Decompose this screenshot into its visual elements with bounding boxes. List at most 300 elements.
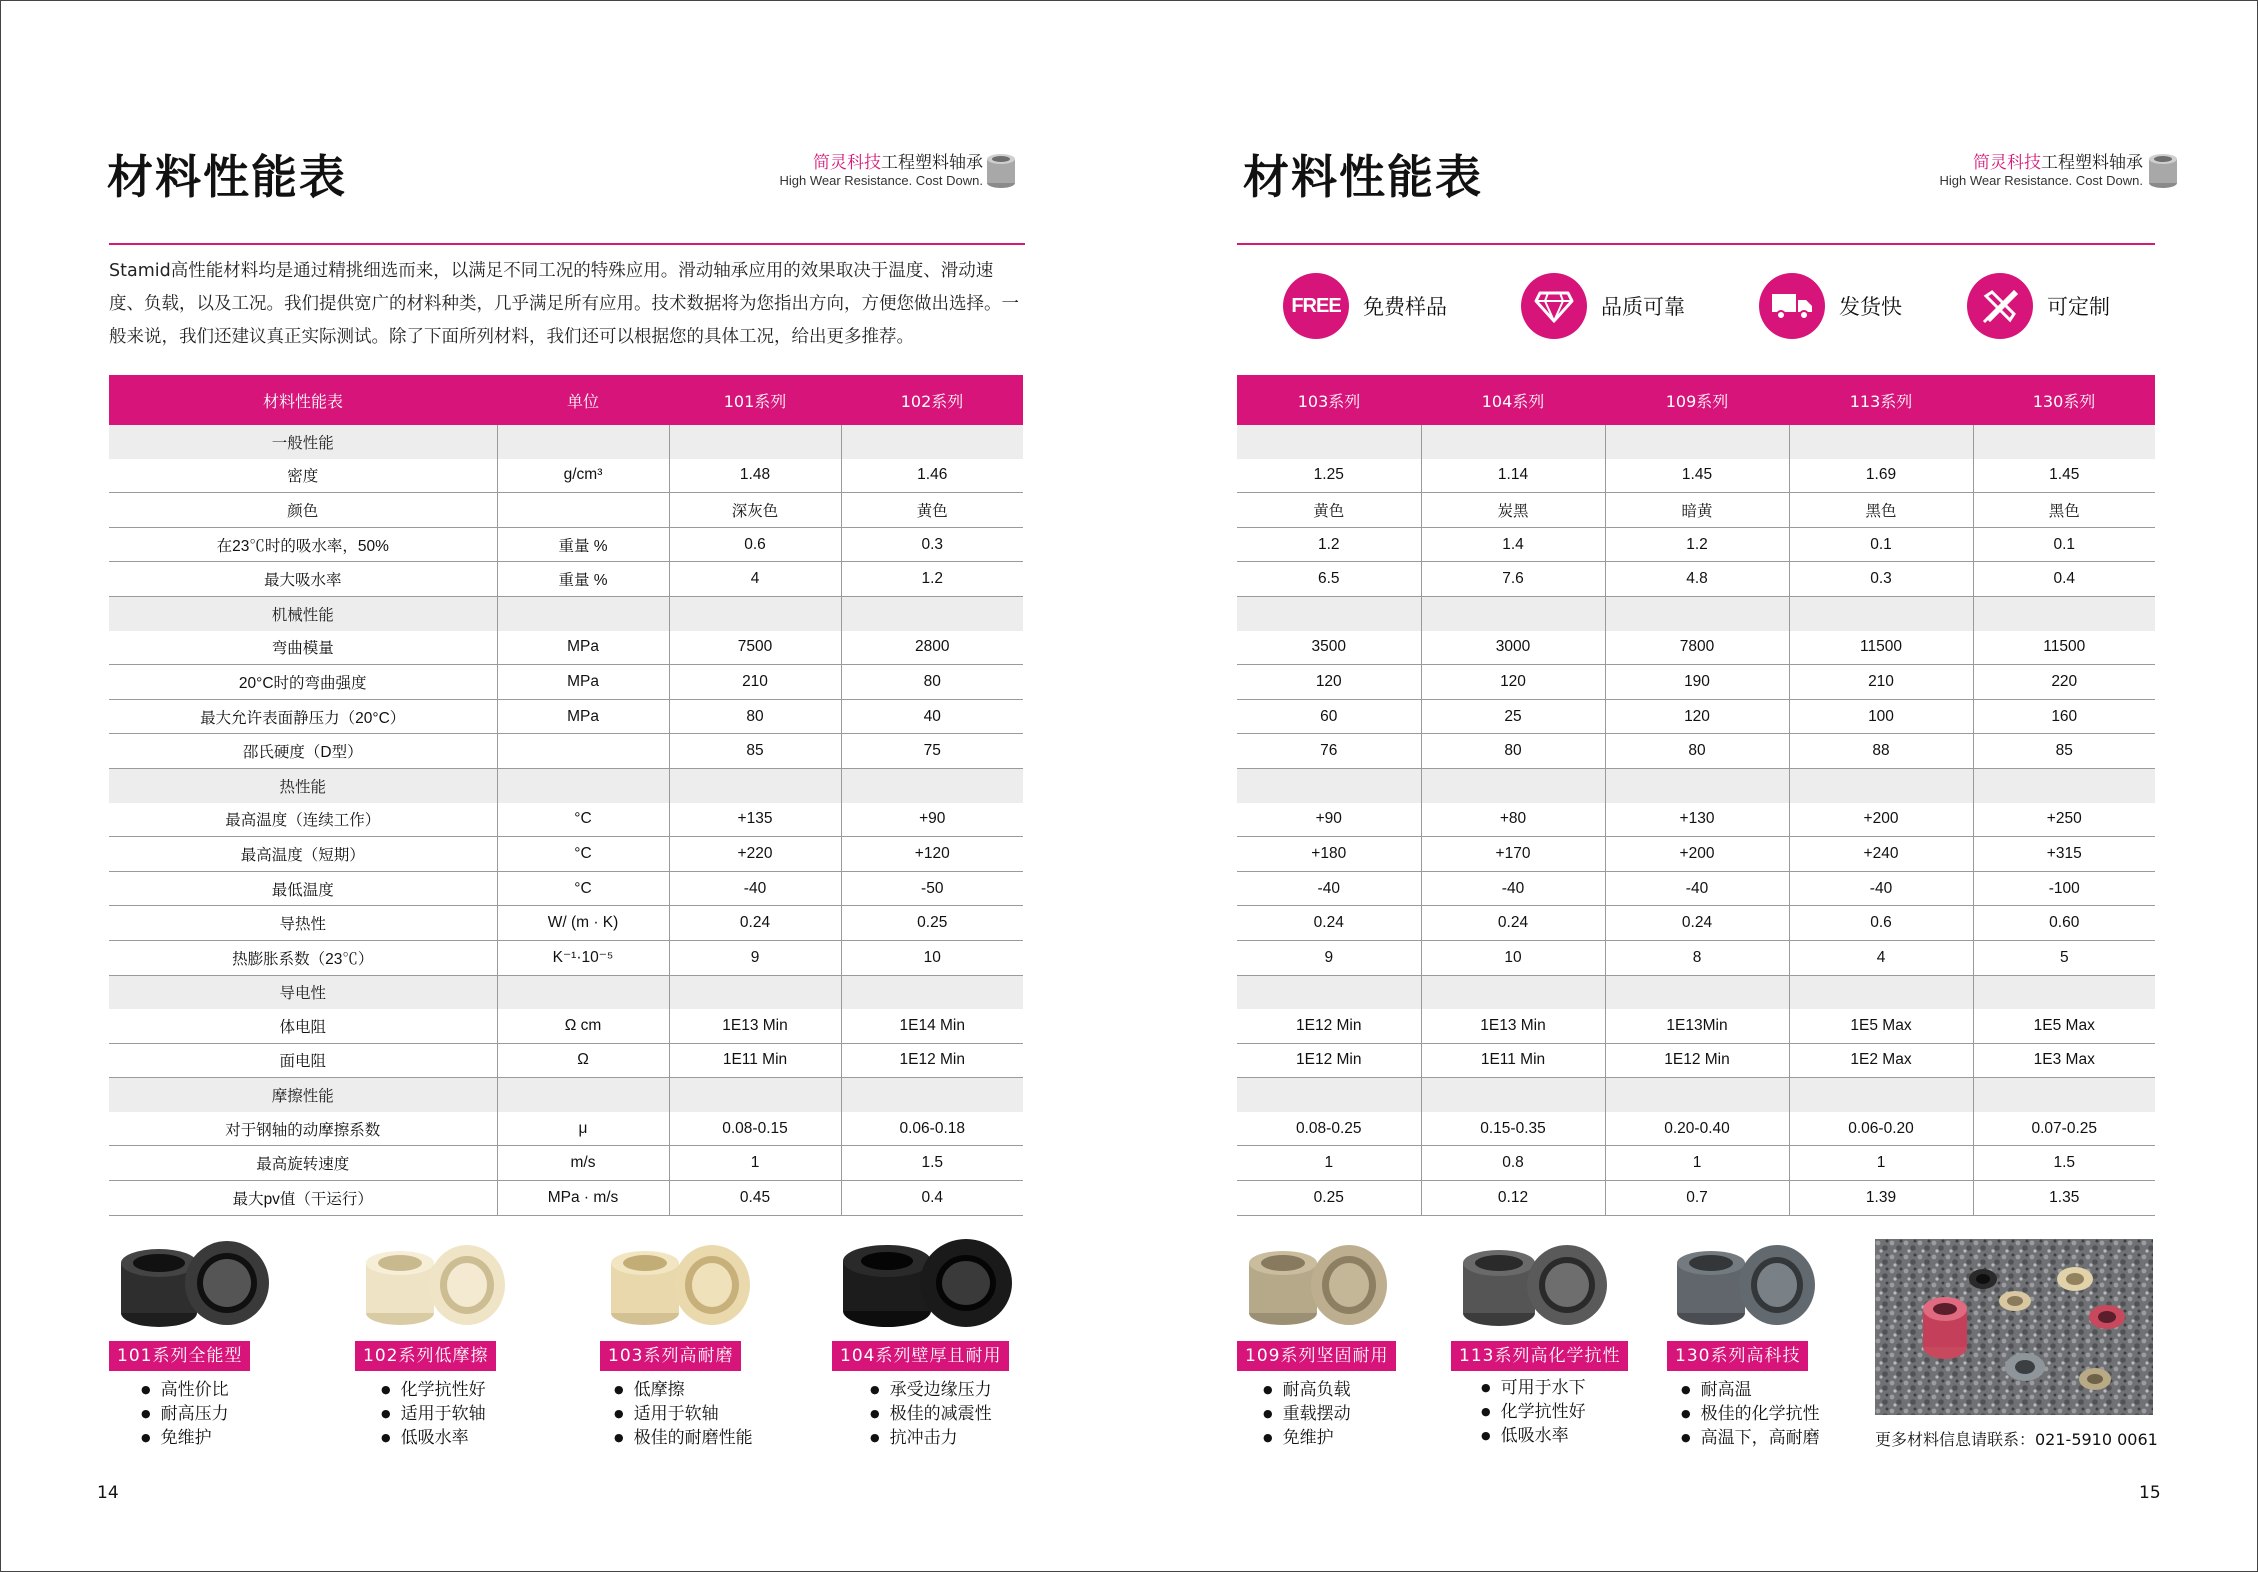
- table-cell: -40: [669, 871, 841, 906]
- product-tag: 101系列全能型: [109, 1341, 250, 1371]
- table-cell: [1237, 1078, 1421, 1112]
- table-cell: 25: [1421, 699, 1605, 734]
- product-features: [870, 1379, 992, 1451]
- page-title: 材料性能表: [107, 150, 347, 204]
- table-cell: 0.3: [1789, 562, 1973, 597]
- table-cell: 1.2: [1605, 527, 1789, 562]
- table-cell: 0.24: [1421, 906, 1605, 941]
- table-cell: 邵氏硬度（D型）: [109, 734, 497, 769]
- feature-item: ● 极佳的耐磨性能: [614, 1427, 753, 1451]
- table-cell: 1E2 Max: [1789, 1043, 1973, 1078]
- table-cell: 最低温度: [109, 871, 497, 906]
- bearings-on-gravel-photo: [1875, 1239, 2153, 1415]
- table-row: [109, 1009, 1023, 1043]
- table-cell: 7.6: [1421, 562, 1605, 597]
- table-row: [109, 562, 1023, 597]
- table-cell: -100: [1973, 871, 2155, 906]
- table-header-cell: 109系列: [1605, 375, 1789, 425]
- table-cell: [841, 1078, 1023, 1112]
- product-tag: 109系列坚固耐用: [1237, 1341, 1396, 1371]
- table-row: [1237, 459, 2155, 493]
- table-cell: 机械性能: [109, 596, 497, 630]
- table-header-cell: 材料性能表: [109, 375, 497, 425]
- table-cell: 0.6: [1789, 906, 1973, 941]
- table-cell: [669, 596, 841, 630]
- tools-icon: [1967, 273, 2033, 339]
- table-cell: MPa: [497, 699, 669, 734]
- table-cell: [1973, 975, 2155, 1009]
- table-row: [1237, 1043, 2155, 1078]
- table-cell: 暗黄: [1605, 493, 1789, 528]
- table-cell: 重量 %: [497, 527, 669, 562]
- table-cell: Ω cm: [497, 1009, 669, 1043]
- feature-item: ● 免维护: [1263, 1427, 1351, 1451]
- table-cell: 0.20-0.40: [1605, 1112, 1789, 1146]
- table-cell: MPa: [497, 631, 669, 665]
- table-cell: 最大pv值（干运行）: [109, 1181, 497, 1216]
- table-cell: 1E13Min: [1605, 1009, 1789, 1043]
- brand-name: 简灵科技: [813, 153, 881, 173]
- table-cell: [1973, 768, 2155, 802]
- free-icon: FREE: [1283, 273, 1349, 339]
- table-cell: 0.08-0.25: [1237, 1112, 1421, 1146]
- table-row: [1237, 906, 2155, 941]
- feature-label: 免费样品: [1363, 295, 1447, 319]
- table-cell: +220: [669, 837, 841, 872]
- product-features: [381, 1379, 486, 1451]
- table-row: [109, 1146, 1023, 1181]
- feature-item: ● 高性价比: [141, 1379, 229, 1403]
- table-cell: 0.6: [669, 527, 841, 562]
- table-cell: 1: [669, 1146, 841, 1181]
- table-row: [109, 631, 1023, 665]
- table-cell: -40: [1421, 871, 1605, 906]
- table-cell: °C: [497, 803, 669, 837]
- table-cell: +200: [1605, 837, 1789, 872]
- table-row: [109, 665, 1023, 700]
- table-cell: 面电阻: [109, 1043, 497, 1078]
- table-cell: 1.45: [1973, 459, 2155, 493]
- page-number: 14: [97, 1483, 119, 1503]
- table-cell: 1E11 Min: [669, 1043, 841, 1078]
- brand-slogan: High Wear Resistance. Cost Down.: [1939, 173, 2143, 189]
- feature-item: ● 承受边缘压力: [870, 1379, 992, 1403]
- table-cell: +90: [841, 803, 1023, 837]
- product-tag: 102系列低摩擦: [355, 1341, 496, 1371]
- table-cell: °C: [497, 837, 669, 872]
- table-cell: +170: [1421, 837, 1605, 872]
- table-cell: +180: [1237, 837, 1421, 872]
- table-cell: 最高旋转速度: [109, 1146, 497, 1181]
- table-cell: 3500: [1237, 631, 1421, 665]
- table-cell: 160: [1973, 699, 2155, 734]
- feature-item: ● 抗冲击力: [870, 1427, 992, 1451]
- table-cell: [497, 596, 669, 630]
- table-cell: 0.7: [1605, 1181, 1789, 1216]
- feature-item: ● 化学抗性好: [381, 1379, 486, 1403]
- table-cell: 热膨胀系数（23℃）: [109, 940, 497, 975]
- table-cell: [1973, 596, 2155, 630]
- table-row: [1237, 493, 2155, 528]
- bearing-photo-103: [600, 1233, 770, 1333]
- table-cell: 摩擦性能: [109, 1078, 497, 1112]
- table-cell: 0.4: [841, 1181, 1023, 1216]
- table-row: [109, 1078, 1023, 1112]
- table-cell: 40: [841, 699, 1023, 734]
- product-features: [614, 1379, 753, 1451]
- table-cell: 80: [1605, 734, 1789, 769]
- table-row: [1237, 699, 2155, 734]
- table-header-cell: 单位: [497, 375, 669, 425]
- table-cell: 导电性: [109, 975, 497, 1009]
- bearing-photo-113: [1451, 1233, 1621, 1333]
- table-cell: 7800: [1605, 631, 1789, 665]
- brand-block: [779, 153, 983, 189]
- table-cell: [669, 425, 841, 459]
- table-cell: 0.4: [1973, 562, 2155, 597]
- table-cell: 重量 %: [497, 562, 669, 597]
- table-header-cell: 102系列: [841, 375, 1023, 425]
- feature-item: ● 可用于水下: [1481, 1377, 1586, 1401]
- table-header-cell: 103系列: [1237, 375, 1421, 425]
- bearing-photo-101: [109, 1233, 279, 1333]
- table-cell: 120: [1421, 665, 1605, 700]
- brand-product: 工程塑料轴承: [2041, 153, 2143, 173]
- table-cell: +250: [1973, 803, 2155, 837]
- table-cell: [1605, 768, 1789, 802]
- table-cell: [1237, 425, 1421, 459]
- table-row: [1237, 596, 2155, 630]
- feature-item: ● 重载摆动: [1263, 1403, 1351, 1427]
- feature-item: ● 极佳的减震性: [870, 1403, 992, 1427]
- table-cell: 6.5: [1237, 562, 1421, 597]
- table-cell: 导热性: [109, 906, 497, 941]
- table-row: [109, 871, 1023, 906]
- table-row: [1237, 871, 2155, 906]
- bearing-icon: [2147, 153, 2179, 189]
- brand-slogan: High Wear Resistance. Cost Down.: [779, 173, 983, 189]
- table-cell: 1.14: [1421, 459, 1605, 493]
- feature-item: ● 免维护: [141, 1427, 229, 1451]
- table-cell: 深灰色: [669, 493, 841, 528]
- table-cell: [497, 734, 669, 769]
- page-title: 材料性能表: [1243, 150, 1483, 204]
- table-cell: [1789, 425, 1973, 459]
- table-cell: [497, 768, 669, 802]
- table-cell: 3000: [1421, 631, 1605, 665]
- product-features: [1263, 1379, 1351, 1451]
- feature-item: ● 低吸水率: [381, 1427, 486, 1451]
- feature-item: ● 低摩擦: [614, 1379, 753, 1403]
- table-cell: 1.4: [1421, 527, 1605, 562]
- table-cell: 8: [1605, 940, 1789, 975]
- table-row: [109, 459, 1023, 493]
- table-cell: 2800: [841, 631, 1023, 665]
- table-cell: +200: [1789, 803, 1973, 837]
- table-cell: -40: [1605, 871, 1789, 906]
- bearing-photo-102: [355, 1233, 525, 1333]
- table-cell: 9: [669, 940, 841, 975]
- feature-label: 可定制: [2047, 295, 2110, 319]
- table-cell: [497, 975, 669, 1009]
- feature-label: 品质可靠: [1601, 295, 1685, 319]
- table-cell: [1789, 768, 1973, 802]
- bearing-photo-109: [1237, 1233, 1407, 1333]
- table-cell: [841, 425, 1023, 459]
- table-cell: 88: [1789, 734, 1973, 769]
- feature-item: ● 耐高压力: [141, 1403, 229, 1427]
- table-row: [1237, 803, 2155, 837]
- table-cell: 最大允许表面静压力（20°C）: [109, 699, 497, 734]
- table-cell: 1E12 Min: [1237, 1043, 1421, 1078]
- table-cell: 0.25: [1237, 1181, 1421, 1216]
- table-row: [109, 699, 1023, 734]
- table-cell: K⁻¹·10⁻⁵: [497, 940, 669, 975]
- table-cell: 1E12 Min: [1237, 1009, 1421, 1043]
- product-tag: 113系列高化学抗性: [1451, 1341, 1628, 1371]
- table-cell: 80: [841, 665, 1023, 700]
- table-header-cell: 101系列: [669, 375, 841, 425]
- material-table-left: [109, 375, 1023, 1216]
- table-cell: m/s: [497, 1146, 669, 1181]
- table-cell: 1.25: [1237, 459, 1421, 493]
- title-rule: [1237, 243, 2155, 245]
- table-cell: W/ (m · K): [497, 906, 669, 941]
- intro-paragraph: Stamid高性能材料均是通过精挑细选而来，以满足不同工况的特殊应用。滑动轴承应用的效果取决于温度、滑动速度、负载，以及工况。我们提供宽广的材料种类，几乎满足所有应用。技术数据将为您指出方向，方便您做出选择。一般来说，我们还建议真正实际测试。除了下面所列材料，我们还可以根据您的具体工况，给出更多推荐。: [109, 261, 1019, 347]
- table-cell: μ: [497, 1112, 669, 1146]
- table-cell: 0.06-0.18: [841, 1112, 1023, 1146]
- table-cell: [1421, 596, 1605, 630]
- table-cell: 0.15-0.35: [1421, 1112, 1605, 1146]
- table-cell: 1: [1237, 1146, 1421, 1181]
- table-cell: 对于钢轴的动摩擦系数: [109, 1112, 497, 1146]
- table-cell: 1E5 Max: [1789, 1009, 1973, 1043]
- table-cell: 1.69: [1789, 459, 1973, 493]
- table-cell: 黄色: [1237, 493, 1421, 528]
- table-cell: 黑色: [1973, 493, 2155, 528]
- bearing-photo-104: [832, 1233, 1022, 1333]
- table-cell: 11500: [1973, 631, 2155, 665]
- table-cell: 11500: [1789, 631, 1973, 665]
- table-cell: [1421, 1078, 1605, 1112]
- table-row: [1237, 734, 2155, 769]
- table-cell: 210: [1789, 665, 1973, 700]
- feature-item: ● 高温下，高耐磨: [1681, 1427, 1820, 1451]
- table-cell: [497, 493, 669, 528]
- table-cell: 最高温度（短期）: [109, 837, 497, 872]
- product-features: [1681, 1379, 1820, 1451]
- table-cell: 1E11 Min: [1421, 1043, 1605, 1078]
- material-table-right: [1237, 375, 2155, 1216]
- table-header-cell: 104系列: [1421, 375, 1605, 425]
- table-cell: 0.24: [1605, 906, 1789, 941]
- feature-icons: [1129, 273, 2257, 341]
- table-cell: [1237, 596, 1421, 630]
- table-row: [109, 837, 1023, 872]
- table-cell: [1605, 1078, 1789, 1112]
- bearing-icon: [985, 153, 1017, 189]
- table-cell: 210: [669, 665, 841, 700]
- table-cell: [1605, 425, 1789, 459]
- table-cell: +80: [1421, 803, 1605, 837]
- table-cell: -50: [841, 871, 1023, 906]
- table-cell: +90: [1237, 803, 1421, 837]
- table-cell: [1421, 975, 1605, 1009]
- table-cell: 120: [1605, 699, 1789, 734]
- more-info-contact: 更多材料信息请联系：021-5910 0061: [1875, 1430, 2158, 1449]
- product-features: [1481, 1377, 1586, 1449]
- table-cell: [1237, 975, 1421, 1009]
- table-cell: [669, 975, 841, 1009]
- feature-item: ● 低吸水率: [1481, 1425, 1586, 1449]
- table-cell: 5: [1973, 940, 2155, 975]
- table-row: [1237, 1181, 2155, 1216]
- table-cell: [1973, 425, 2155, 459]
- table-cell: 0.24: [1237, 906, 1421, 941]
- product-tag: 104系列壁厚且耐用: [832, 1341, 1009, 1371]
- table-cell: 1E3 Max: [1973, 1043, 2155, 1078]
- truck-icon: [1759, 273, 1825, 339]
- diamond-icon: [1521, 273, 1587, 339]
- table-cell: 1E12 Min: [841, 1043, 1023, 1078]
- table-row: [1237, 975, 2155, 1009]
- table-cell: g/cm³: [497, 459, 669, 493]
- table-cell: [669, 768, 841, 802]
- table-cell: 1.35: [1973, 1181, 2155, 1216]
- table-cell: +240: [1789, 837, 1973, 872]
- table-cell: 0.12: [1421, 1181, 1605, 1216]
- product-features: [141, 1379, 229, 1451]
- table-cell: MPa · m/s: [497, 1181, 669, 1216]
- brand-name: 简灵科技: [1973, 153, 2041, 173]
- table-cell: -40: [1237, 871, 1421, 906]
- table-row: [109, 596, 1023, 630]
- table-cell: 190: [1605, 665, 1789, 700]
- table-cell: 7500: [669, 631, 841, 665]
- brand-block: [1939, 153, 2143, 189]
- table-cell: 4: [669, 562, 841, 597]
- left-page: [1, 1, 1129, 1571]
- table-cell: Ω: [497, 1043, 669, 1078]
- table-cell: 1E13 Min: [1421, 1009, 1605, 1043]
- table-cell: 80: [1421, 734, 1605, 769]
- table-row: [1237, 1078, 2155, 1112]
- table-cell: 黄色: [841, 493, 1023, 528]
- table-cell: [497, 1078, 669, 1112]
- table-row: [109, 493, 1023, 528]
- table-cell: 0.24: [669, 906, 841, 941]
- table-cell: [1973, 1078, 2155, 1112]
- table-header-cell: 113系列: [1789, 375, 1973, 425]
- feature-item: ● 适用于软轴: [381, 1403, 486, 1427]
- table-cell: 80: [669, 699, 841, 734]
- table-cell: 1.46: [841, 459, 1023, 493]
- table-cell: [1605, 975, 1789, 1009]
- table-cell: [1421, 768, 1605, 802]
- table-row: [109, 906, 1023, 941]
- brand-product: 工程塑料轴承: [881, 153, 983, 173]
- table-row: [109, 734, 1023, 769]
- table-cell: 在23℃时的吸水率，50%: [109, 527, 497, 562]
- table-cell: 炭黑: [1421, 493, 1605, 528]
- table-cell: 1.2: [1237, 527, 1421, 562]
- table-cell: 4: [1789, 940, 1973, 975]
- table-cell: 1.5: [1973, 1146, 2155, 1181]
- table-cell: 1E5 Max: [1973, 1009, 2155, 1043]
- table-cell: 1E12 Min: [1605, 1043, 1789, 1078]
- table-cell: 1: [1605, 1146, 1789, 1181]
- table-cell: [841, 596, 1023, 630]
- table-cell: [1789, 1078, 1973, 1112]
- table-cell: 0.60: [1973, 906, 2155, 941]
- table-cell: 85: [1973, 734, 2155, 769]
- table-row: [109, 527, 1023, 562]
- table-row: [1237, 562, 2155, 597]
- table-row: [1237, 768, 2155, 802]
- table-cell: 0.1: [1973, 527, 2155, 562]
- table-cell: +120: [841, 837, 1023, 872]
- table-row: [1237, 837, 2155, 872]
- table-cell: 密度: [109, 459, 497, 493]
- table-cell: 1.45: [1605, 459, 1789, 493]
- table-row: [109, 940, 1023, 975]
- table-cell: 1.5: [841, 1146, 1023, 1181]
- table-cell: +135: [669, 803, 841, 837]
- table-cell: 85: [669, 734, 841, 769]
- table-row: [109, 975, 1023, 1009]
- table-cell: +315: [1973, 837, 2155, 872]
- table-cell: 0.3: [841, 527, 1023, 562]
- table-cell: 120: [1237, 665, 1421, 700]
- table-cell: [1237, 768, 1421, 802]
- table-cell: [1421, 425, 1605, 459]
- table-row: [1237, 1146, 2155, 1181]
- table-row: [1237, 665, 2155, 700]
- table-cell: 0.8: [1421, 1146, 1605, 1181]
- feature-item: ● 极佳的化学抗性: [1681, 1403, 1820, 1427]
- feature-item: ● 适用于软轴: [614, 1403, 753, 1427]
- table-row: [109, 425, 1023, 459]
- table-row: [1237, 631, 2155, 665]
- table-cell: 100: [1789, 699, 1973, 734]
- title-rule: [109, 243, 1025, 245]
- table-cell: 1E14 Min: [841, 1009, 1023, 1043]
- table-cell: 10: [841, 940, 1023, 975]
- table-row: [109, 803, 1023, 837]
- table-cell: °C: [497, 871, 669, 906]
- table-cell: [669, 1078, 841, 1112]
- feature-item: ● 耐高温: [1681, 1379, 1820, 1403]
- table-cell: 黑色: [1789, 493, 1973, 528]
- feature-item: ● 化学抗性好: [1481, 1401, 1586, 1425]
- table-cell: 体电阻: [109, 1009, 497, 1043]
- table-cell: 1.48: [669, 459, 841, 493]
- table-cell: 一般性能: [109, 425, 497, 459]
- table-row: [109, 1043, 1023, 1078]
- table-cell: -40: [1789, 871, 1973, 906]
- table-cell: 弯曲模量: [109, 631, 497, 665]
- table-cell: [841, 768, 1023, 802]
- table-row: [1237, 1009, 2155, 1043]
- table-cell: 1: [1789, 1146, 1973, 1181]
- product-tag: 103系列高耐磨: [600, 1341, 741, 1371]
- table-row: [1237, 1112, 2155, 1146]
- table-cell: 0.06-0.20: [1789, 1112, 1973, 1146]
- table-cell: 0.25: [841, 906, 1023, 941]
- table-cell: 热性能: [109, 768, 497, 802]
- table-row: [109, 1112, 1023, 1146]
- table-cell: [497, 425, 669, 459]
